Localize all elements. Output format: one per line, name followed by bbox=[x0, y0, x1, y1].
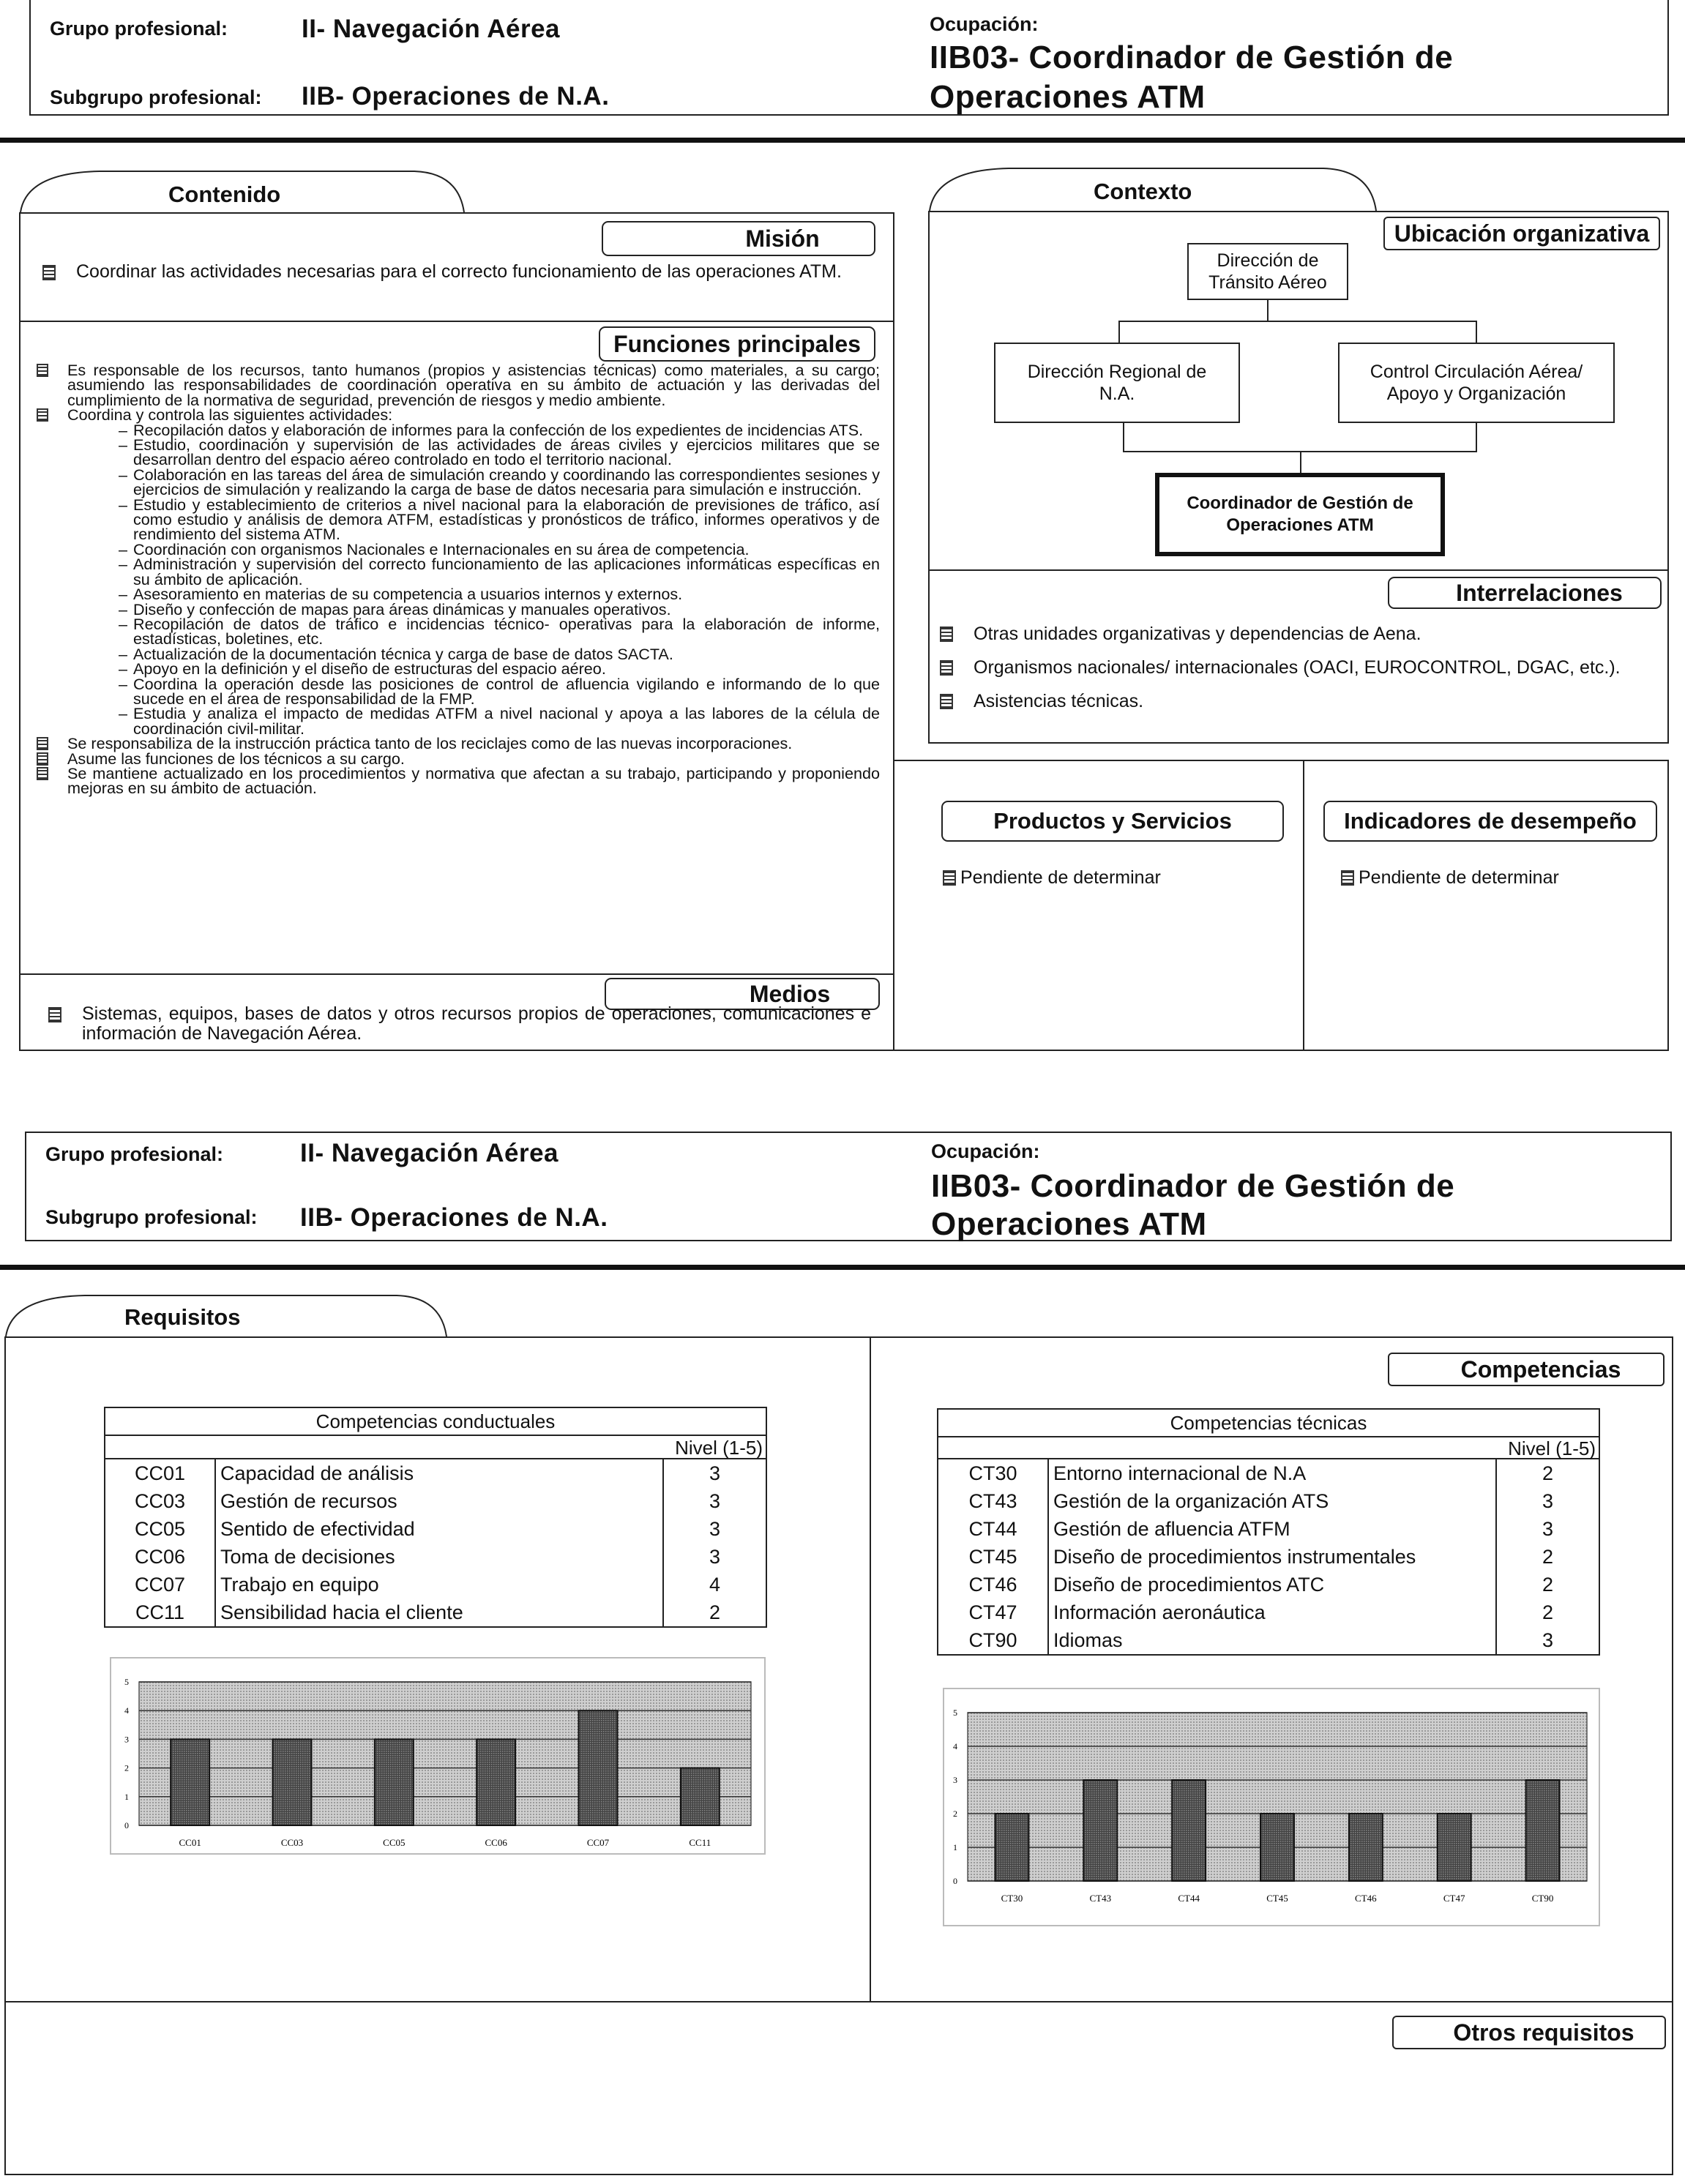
ocupacion-label-2: Ocupación: bbox=[931, 1140, 1040, 1162]
bar bbox=[273, 1739, 312, 1825]
funcion-subitem bbox=[37, 435, 880, 469]
ocupacion-line2-2: Operaciones ATM bbox=[931, 1206, 1207, 1242]
bullet-icon bbox=[1341, 870, 1354, 886]
table-row bbox=[105, 1487, 766, 1515]
competencia-code: CT47 bbox=[938, 1598, 1048, 1626]
funcion-text: Coordinación con organismos Nacionales e Internacionales en su área de competencia. bbox=[133, 539, 750, 558]
bar bbox=[1260, 1814, 1294, 1881]
indicadores-title: Indicadores de desempeño bbox=[1323, 801, 1657, 842]
medios-title: Medios bbox=[605, 978, 880, 1010]
funciones-list bbox=[37, 363, 880, 796]
competencia-name: Toma de decisiones bbox=[215, 1543, 663, 1571]
bar bbox=[681, 1768, 720, 1825]
x-tick-label: CT44 bbox=[1178, 1893, 1200, 1904]
table-row bbox=[938, 1626, 1599, 1654]
competencia-name: Gestión de la organización ATS bbox=[1048, 1487, 1496, 1515]
funcion-item bbox=[37, 363, 880, 408]
funcion-text: Estudia y analiza el impacto de medidas ATFM a nivel nacional y apoya a las labores de la célula de coordinación civil-militar. bbox=[133, 704, 880, 738]
competencia-code: CC05 bbox=[105, 1515, 215, 1543]
org-line bbox=[1123, 423, 1124, 452]
interrelacion-text: Otras unidades organizativas y dependencias de Aena. bbox=[974, 624, 1421, 644]
competencia-name: Sentido de efectividad bbox=[215, 1515, 663, 1543]
conductuales-table bbox=[105, 1459, 766, 1626]
bar bbox=[1083, 1780, 1117, 1881]
competencia-nivel: 3 bbox=[1542, 1517, 1554, 1540]
indicadores-text-content: Pendiente de determinar bbox=[1359, 867, 1559, 888]
funcion-text: Apoyo en la definición y el diseño de estructuras del espacio aéreo. bbox=[133, 659, 606, 678]
contenido-tab-label: Contenido bbox=[168, 182, 281, 207]
y-tick-label: 5 bbox=[953, 1708, 957, 1718]
tecnicas-nivel-header: Nivel (1-5) bbox=[938, 1437, 1599, 1459]
competencia-nivel: 2 bbox=[1542, 1545, 1554, 1568]
funciones-title: Funciones principales bbox=[599, 326, 875, 362]
grupo-label-2: Grupo profesional: bbox=[45, 1143, 223, 1165]
interrelacion-text: Asistencias técnicas. bbox=[974, 691, 1144, 711]
competencia-code: CT43 bbox=[938, 1487, 1048, 1515]
x-tick-label: CT90 bbox=[1531, 1893, 1554, 1904]
ocupacion-line2-1: Operaciones ATM bbox=[930, 79, 1206, 115]
ocupacion-line1-2: IIB03- Coordinador de Gestión de bbox=[931, 1168, 1455, 1204]
y-tick-label: 4 bbox=[124, 1705, 129, 1716]
competencia-code: CT30 bbox=[938, 1459, 1048, 1487]
table-row bbox=[105, 1598, 766, 1626]
y-tick-label: 0 bbox=[124, 1820, 129, 1830]
table-row bbox=[105, 1543, 766, 1571]
bullet-icon bbox=[943, 870, 956, 886]
org-line bbox=[1476, 423, 1477, 452]
x-tick-label: CT47 bbox=[1443, 1893, 1465, 1904]
bullet-icon bbox=[37, 408, 48, 422]
x-tick-label: CC03 bbox=[280, 1837, 304, 1848]
conductuales-nivel-header: Nivel (1-5) bbox=[105, 1436, 766, 1459]
tecnicas-chart bbox=[943, 1688, 1600, 1926]
y-tick-label: 2 bbox=[953, 1809, 957, 1819]
competencia-code: CC03 bbox=[105, 1487, 215, 1515]
competencia-nivel: 2 bbox=[709, 1601, 721, 1623]
bullet-icon bbox=[42, 265, 56, 280]
competencia-name: Sensibilidad hacia el cliente bbox=[215, 1598, 663, 1626]
table-row bbox=[938, 1459, 1599, 1487]
table-row bbox=[938, 1598, 1599, 1626]
interrelacion-item bbox=[940, 656, 1657, 679]
y-tick-label: 3 bbox=[953, 1775, 957, 1785]
competencia-name: Trabajo en equipo bbox=[215, 1571, 663, 1598]
bar bbox=[579, 1710, 618, 1825]
productos-text-content: Pendiente de determinar bbox=[960, 867, 1161, 888]
x-tick-label: CT46 bbox=[1355, 1893, 1377, 1904]
conductuales-chart-svg bbox=[111, 1658, 764, 1853]
competencia-code: CT90 bbox=[938, 1626, 1048, 1654]
competencia-name: Entorno internacional de N.A bbox=[1048, 1459, 1496, 1487]
bullet-icon bbox=[940, 660, 953, 676]
bullet-icon bbox=[48, 1007, 61, 1022]
mision-title: Misión bbox=[602, 221, 875, 256]
funcion-text: Administración y supervisión del correcto funcionamiento de las aplicaciones informáticas específicas en su ámbito de aplicación. bbox=[133, 555, 880, 588]
subgrupo-value-1: IIB- Operaciones de N.A. bbox=[302, 82, 610, 111]
x-tick-label: CT30 bbox=[1001, 1893, 1023, 1904]
competencia-code: CT44 bbox=[938, 1515, 1048, 1543]
x-tick-label: CC07 bbox=[586, 1837, 610, 1848]
org-line bbox=[1300, 451, 1301, 473]
competencia-nivel: 2 bbox=[1542, 1573, 1554, 1596]
org-box-right: Control Circulación Aérea/ Apoyo y Organización bbox=[1338, 343, 1615, 423]
x-tick-label: CC11 bbox=[689, 1837, 711, 1848]
y-tick-label: 2 bbox=[124, 1762, 129, 1773]
subgrupo-label-2: Subgrupo profesional: bbox=[45, 1206, 258, 1228]
header-rule-2 bbox=[0, 1265, 1685, 1270]
bar bbox=[1349, 1814, 1383, 1881]
interrelaciones-title: Interrelaciones bbox=[1388, 577, 1662, 609]
ubicacion-title: Ubicación organizativa bbox=[1383, 217, 1660, 250]
x-tick-label: CC01 bbox=[179, 1837, 201, 1848]
interrelacion-text: Organismos nacionales/ internacionales (OACI, EUROCONTROL, DGAC, etc.). bbox=[974, 657, 1621, 678]
org-line bbox=[1267, 300, 1269, 322]
productos-text bbox=[943, 868, 1161, 888]
y-tick-label: 3 bbox=[124, 1734, 129, 1745]
funcion-text: Se responsabiliza de la instrucción práctica tanto de los reciclajes como de las nuevas incorporaciones. bbox=[67, 734, 793, 753]
funcion-text: Recopilación datos y elaboración de informes para la confección de los expedientes de incidencias ATS. bbox=[133, 420, 864, 439]
competencia-nivel: 3 bbox=[1542, 1489, 1554, 1512]
header-rule-1 bbox=[0, 138, 1685, 143]
plot-area bbox=[139, 1682, 751, 1825]
org-line bbox=[1118, 321, 1120, 344]
y-tick-label: 5 bbox=[124, 1677, 129, 1687]
requisitos-vdivider bbox=[870, 1336, 871, 2002]
productos-title: Productos y Servicios bbox=[941, 801, 1284, 842]
bullet-icon bbox=[37, 752, 48, 766]
funcion-text: Coordina y controla las siguientes actividades: bbox=[67, 405, 393, 425]
table-row bbox=[938, 1515, 1599, 1543]
x-tick-label: CC05 bbox=[383, 1837, 406, 1848]
subgrupo-value-2: IIB- Operaciones de N.A. bbox=[300, 1203, 608, 1232]
contexto-tab-label: Contexto bbox=[1094, 179, 1192, 204]
tecnicas-table bbox=[938, 1459, 1599, 1654]
bullet-icon bbox=[940, 694, 953, 709]
competencia-nivel: 3 bbox=[709, 1517, 721, 1540]
competencia-nivel: 2 bbox=[1542, 1601, 1554, 1623]
contenido-divider-1 bbox=[19, 321, 894, 322]
mision-text-content: Coordinar las actividades necesarias para el correcto funcionamiento de las operaciones ATM. bbox=[76, 261, 842, 282]
competencia-code: CT46 bbox=[938, 1571, 1048, 1598]
tecnicas-chart-svg bbox=[944, 1689, 1599, 1925]
table-row bbox=[105, 1515, 766, 1543]
competencia-name: Gestión de afluencia ATFM bbox=[1048, 1515, 1496, 1543]
competencia-name: Gestión de recursos bbox=[215, 1487, 663, 1515]
funcion-subitem bbox=[37, 614, 880, 648]
org-box-top: Dirección de Tránsito Aéreo bbox=[1187, 243, 1348, 300]
funcion-text: Coordina la operación desde las posiciones de control de afluencia vigilando e informando de lo que sucede en el área de responsabilidad de la FMP. bbox=[133, 674, 880, 708]
competencia-nivel: 3 bbox=[1542, 1628, 1554, 1651]
interrelacion-item bbox=[940, 622, 1657, 646]
competencia-code: CC11 bbox=[105, 1598, 215, 1626]
subgrupo-label-1: Subgrupo profesional: bbox=[50, 86, 262, 108]
funcion-text: Es responsable de los recursos, tanto humanos (propios y asistencias técnicas) como materiales, a su cargo; asumiendo las responsabilidades de coordinación operativa en su ámbito de actuación y las derivadas del cumplimiento de la normativa de seguridad, prevención de riesgos y medio ambiente. bbox=[67, 361, 880, 409]
competencias-title: Competencias bbox=[1388, 1353, 1665, 1386]
x-tick-label: CC06 bbox=[485, 1837, 507, 1848]
competencia-code: CC01 bbox=[105, 1459, 215, 1487]
x-tick-label: CT43 bbox=[1089, 1893, 1112, 1904]
grupo-value-1: II- Navegación Aérea bbox=[302, 15, 561, 43]
competencia-name: Diseño de procedimientos ATC bbox=[1048, 1571, 1496, 1598]
table-row bbox=[938, 1571, 1599, 1598]
funcion-text: Estudio, coordinación y supervisión de las actividades de áreas civiles y ejercicios militares que se desarrollan dentro del espacio aéreo controlado en todo el territorio nacional. bbox=[133, 435, 880, 469]
bar bbox=[171, 1739, 209, 1825]
org-box-current: Coordinador de Gestión de Operaciones ATM bbox=[1155, 473, 1445, 556]
competencia-name: Diseño de procedimientos instrumentales bbox=[1048, 1543, 1496, 1571]
y-tick-label: 0 bbox=[953, 1876, 957, 1886]
ocupacion-line1-1: IIB03- Coordinador de Gestión de bbox=[930, 40, 1454, 75]
bar bbox=[477, 1739, 515, 1825]
funcion-text: Estudio y establecimiento de criterios a nivel nacional para la elaboración de previsiones de tráfico, así como estudio y análisis de demora ATFM, estadísticas y pronósticos de tráfico, informes operativos y de rendimiento del sistema ATM. bbox=[133, 495, 880, 544]
mision-text bbox=[42, 262, 868, 282]
funcion-text: Diseño y confección de mapas para áreas dinámicas y manuales operativos. bbox=[133, 599, 671, 618]
funcion-subitem bbox=[37, 495, 880, 544]
bar bbox=[1438, 1814, 1471, 1881]
funcion-item bbox=[37, 763, 880, 798]
funcion-subitem bbox=[37, 706, 880, 736]
contenido-tab bbox=[19, 170, 466, 214]
competencia-nivel: 3 bbox=[709, 1489, 721, 1512]
bullet-icon bbox=[37, 364, 48, 377]
funcion-text: Actualización de la documentación técnica y carga de base de datos SACTA. bbox=[133, 644, 673, 663]
bullet-icon bbox=[940, 627, 953, 642]
bullet-icon bbox=[37, 737, 48, 750]
medios-text-content: Sistemas, equipos, bases de datos y otros recursos propios de operaciones, comunicaciones e información de Navegación Aérea. bbox=[82, 1003, 871, 1044]
org-line bbox=[1118, 321, 1477, 322]
y-tick-label: 1 bbox=[124, 1791, 129, 1802]
y-tick-label: 1 bbox=[953, 1842, 957, 1852]
funcion-text: Recopilación de datos de tráfico e incidencias técnico- operativas para la elaboración de informe, estadísticas, boletines, etc. bbox=[133, 614, 880, 648]
tecnicas-title: Competencias técnicas bbox=[938, 1410, 1599, 1437]
org-box-left: Dirección Regional de N.A. bbox=[994, 343, 1240, 423]
funcion-subitem bbox=[37, 465, 880, 499]
indicadores-text bbox=[1341, 868, 1559, 888]
conductuales-title: Competencias conductuales bbox=[105, 1408, 766, 1436]
conductuales-chart bbox=[110, 1657, 766, 1855]
bar bbox=[375, 1739, 414, 1825]
competencia-code: CT45 bbox=[938, 1543, 1048, 1571]
table-row bbox=[938, 1543, 1599, 1571]
contexto-tab bbox=[928, 167, 1378, 212]
funcion-text: Asesoramiento en materias de su competencia a usuarios internos y externos. bbox=[133, 585, 683, 604]
bullet-icon bbox=[37, 767, 48, 780]
y-tick-label: 4 bbox=[953, 1741, 957, 1751]
contexto-divider bbox=[928, 569, 1669, 571]
competencia-name: Información aeronáutica bbox=[1048, 1598, 1496, 1626]
competencia-nivel: 3 bbox=[709, 1462, 721, 1484]
requisitos-hdivider bbox=[4, 2001, 1673, 2002]
competencia-nivel: 2 bbox=[1542, 1462, 1554, 1484]
otros-requisitos-title: Otros requisitos bbox=[1392, 2016, 1666, 2049]
table-row bbox=[105, 1459, 766, 1487]
funcion-text: Asume las funciones de los técnicos a su cargo. bbox=[67, 749, 405, 768]
requisitos-tab bbox=[4, 1294, 448, 1338]
competencia-code: CC06 bbox=[105, 1543, 215, 1571]
competencia-name: Idiomas bbox=[1048, 1626, 1496, 1654]
bar bbox=[995, 1814, 1028, 1881]
interrelacion-item bbox=[940, 689, 1657, 713]
x-tick-label: CT45 bbox=[1266, 1893, 1288, 1904]
funcion-text: Colaboración en las tareas del área de simulación creando y coordinando las correspondientes sesiones y ejercicios de simulación y realizando la carga de base de datos necesaria para simulación e instrucción. bbox=[133, 465, 880, 499]
competencia-nivel: 3 bbox=[709, 1545, 721, 1568]
table-row bbox=[105, 1571, 766, 1598]
contenido-divider-2 bbox=[19, 973, 894, 975]
bar bbox=[1526, 1780, 1560, 1881]
org-line bbox=[1476, 321, 1477, 344]
funcion-subitem bbox=[37, 557, 880, 587]
competencia-name: Capacidad de análisis bbox=[215, 1459, 663, 1487]
requisitos-tab-label: Requisitos bbox=[124, 1304, 241, 1330]
interrelaciones-list bbox=[940, 622, 1657, 723]
competencia-code: CC07 bbox=[105, 1571, 215, 1598]
grupo-label-1: Grupo profesional: bbox=[50, 18, 228, 40]
medios-text bbox=[48, 1004, 871, 1044]
conductuales-table-wrap bbox=[104, 1407, 767, 1628]
competencia-nivel: 4 bbox=[709, 1573, 721, 1596]
table-row bbox=[938, 1487, 1599, 1515]
tecnicas-table-wrap bbox=[937, 1408, 1600, 1656]
bar bbox=[1172, 1780, 1206, 1881]
grupo-value-2: II- Navegación Aérea bbox=[300, 1139, 559, 1167]
funcion-text: Se mantiene actualizado en los procedimientos y normativa que afectan a su trabajo, participando y proponiendo mejoras en su ámbito de actuación. bbox=[67, 763, 880, 798]
funcion-subitem bbox=[37, 674, 880, 708]
ocupacion-label-1: Ocupación: bbox=[930, 13, 1039, 35]
